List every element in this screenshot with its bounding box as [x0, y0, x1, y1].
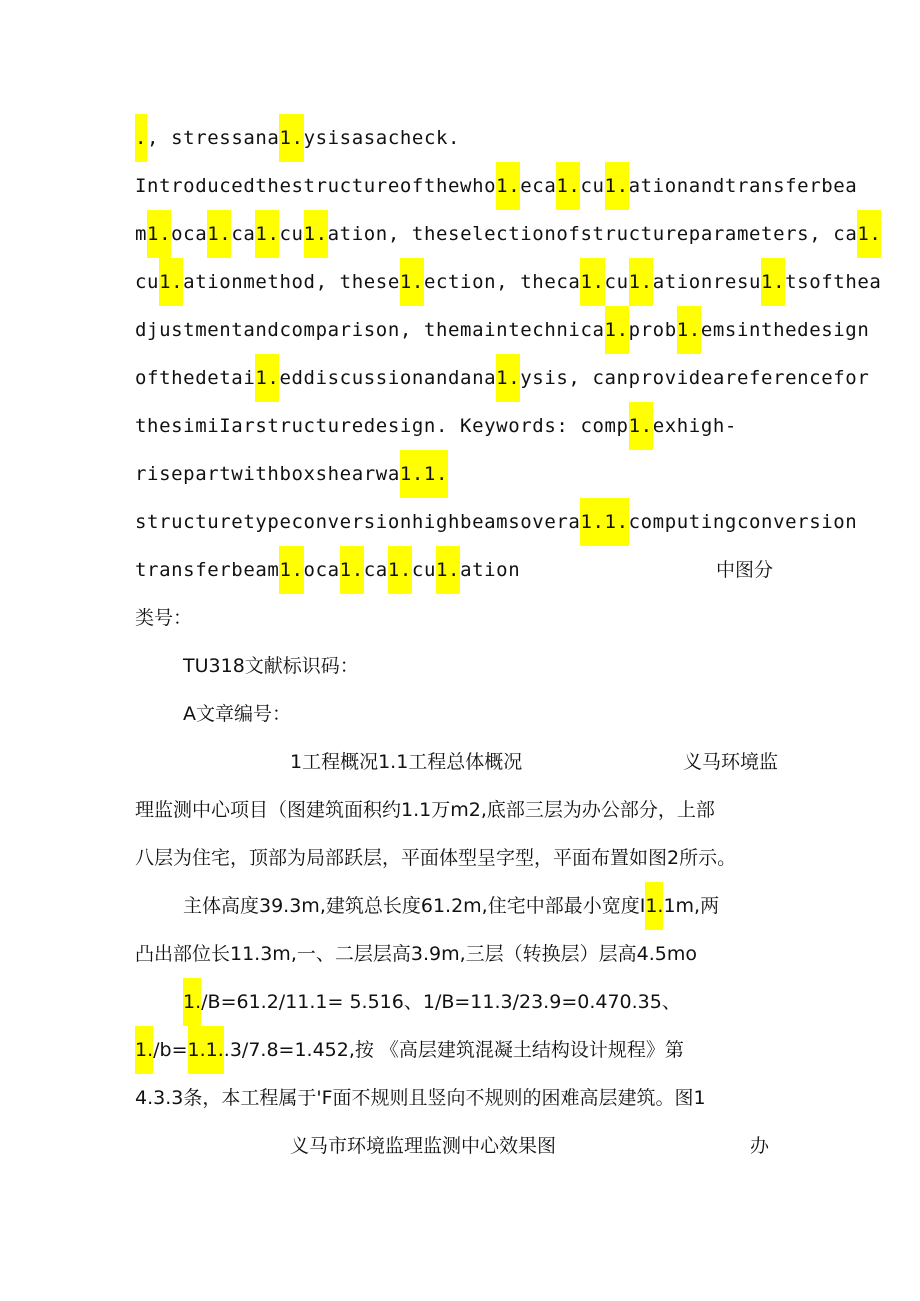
paragraph-line: 八层为住宅，顶部为局部跃层，平面体型呈字型，平面布置如图2所示。	[135, 847, 737, 869]
highlighted-text: 1.	[605, 306, 629, 354]
highlighted-text: 1.	[580, 258, 604, 306]
text-line	[135, 162, 858, 210]
highlighted-text: 1.	[279, 114, 303, 162]
highlighted-text: 1.	[629, 402, 653, 450]
text-run: 主体高度39.3m,建筑总长度61.2m,住宅中部最小宽度I	[183, 895, 646, 917]
text-run: exhigh-	[652, 415, 737, 437]
classification-label: 中图分	[716, 559, 774, 581]
paragraph-start: 义马环境监	[683, 751, 779, 773]
text-run: ysis, canprovideareferencefor	[520, 367, 870, 389]
paragraph-line: 凸出部位长11.3m,一、二层层高3.9m,三层（转换层）层高4.5mo	[135, 943, 697, 965]
highlighted-text: 1.	[556, 162, 580, 210]
text-run: Introducedthestructureofthewho	[135, 175, 497, 197]
text-run: structuretypeconversionhighbeamsovera	[135, 511, 581, 533]
text-run: cu	[604, 271, 629, 293]
highlighted-text: 1.	[340, 546, 364, 594]
paragraph-line: 理监测中心项目（图建筑面积约1.1万m2,底部三层为办公部分，上部	[135, 799, 715, 821]
highlighted-text: 1.	[761, 258, 785, 306]
highlighted-text: 1.	[400, 258, 424, 306]
text-run: ation	[460, 559, 521, 581]
text-run: transferbeam	[135, 559, 280, 581]
text-run: prob	[628, 319, 677, 341]
text-run: cu	[411, 559, 436, 581]
highlighted-text: 1.	[496, 162, 520, 210]
highlighted-text: 1.	[605, 162, 629, 210]
article-number: A文章编号：	[183, 703, 291, 725]
highlighted-text: 1.	[857, 210, 881, 258]
highlighted-text: 1.	[135, 1026, 153, 1074]
text-run: ationandtransferbea	[628, 175, 858, 197]
text-run: 1m,两	[663, 895, 720, 917]
highlighted-text: 1.	[677, 306, 701, 354]
text-run: emsinthedesign	[700, 319, 870, 341]
text-run: ca	[231, 223, 256, 245]
text-run: thesimiIarstructuredesign. Keywords: comp	[135, 415, 629, 437]
text-line	[135, 450, 785, 498]
text-line	[135, 546, 575, 594]
text-line	[135, 258, 882, 306]
text-run: oca	[303, 559, 340, 581]
highlighted-text: .	[135, 114, 147, 162]
text-run: /B=61.2/11.1= 5.516、1/B=11.3/23.9=0.470.35、	[201, 991, 681, 1013]
text-run: m	[135, 223, 148, 245]
highlighted-text: 1.	[207, 210, 231, 258]
highlighted-text: 1.	[388, 546, 412, 594]
formula-line	[135, 978, 833, 1026]
text-run: /b=	[153, 1039, 188, 1061]
highlighted-text: 1.1.	[580, 498, 628, 546]
paragraph-line	[135, 882, 833, 930]
highlighted-text: 1.	[159, 258, 183, 306]
highlighted-text: 1.1.	[188, 1026, 224, 1074]
text-run: computingconversion	[628, 511, 858, 533]
text-line	[135, 354, 870, 402]
classification-label-cont: 类号：	[135, 607, 193, 629]
text-run: cu	[279, 223, 304, 245]
classification-code: TU318文献标识码：	[183, 655, 359, 677]
text-line	[135, 498, 858, 546]
paragraph-fragment: 办	[750, 1135, 770, 1157]
text-run: ca	[363, 559, 388, 581]
text-run: .3/7.8=1.452,按 《高层建筑混凝土结构设计规程》第	[223, 1039, 684, 1061]
highlighted-text: 1.	[279, 546, 303, 594]
text-run: ofthedetai	[135, 367, 256, 389]
highlighted-text: 1.1.	[400, 450, 448, 498]
section-heading: 1工程概况1.1工程总体概况	[290, 751, 523, 773]
highlighted-text: 1.	[436, 546, 460, 594]
paragraph-line: 4.3.3条，本工程属于'F面不规则且竖向不规则的困难高层建筑。图1	[135, 1087, 706, 1109]
highlighted-text: 1.	[629, 258, 653, 306]
highlighted-text: 1.	[255, 354, 279, 402]
highlighted-text: 1.	[645, 882, 663, 930]
highlighted-text: 1.	[183, 978, 201, 1026]
text-run: cu	[580, 175, 605, 197]
text-run: eddiscussionandana	[279, 367, 497, 389]
text-line	[135, 114, 785, 162]
text-run: ection, theca	[423, 271, 581, 293]
text-run: risepartwithboxshearwa	[135, 463, 400, 485]
text-run: ationresu	[652, 271, 762, 293]
text-line	[135, 306, 870, 354]
text-run: djustmentandcomparison, themaintechnica	[135, 319, 605, 341]
figure-caption: 义马市环境监理监测中心效果图	[290, 1135, 557, 1157]
text-run: tsofthea	[785, 271, 882, 293]
text-line	[135, 402, 785, 450]
highlighted-text: 1.	[147, 210, 171, 258]
text-run: eca	[520, 175, 557, 197]
highlighted-text: 1.	[304, 210, 328, 258]
text-run: cu	[135, 271, 160, 293]
text-run: ationmethod, these	[183, 271, 400, 293]
text-run: , stressana	[147, 127, 280, 149]
highlighted-text: 1.	[496, 354, 520, 402]
text-run: oca	[171, 223, 208, 245]
formula-line	[135, 1026, 785, 1074]
text-run: ation, theselectionofstructureparameters, ca	[327, 223, 858, 245]
text-run: ysisasacheck.	[303, 127, 461, 149]
highlighted-text: 1.	[255, 210, 279, 258]
text-line	[135, 210, 882, 258]
